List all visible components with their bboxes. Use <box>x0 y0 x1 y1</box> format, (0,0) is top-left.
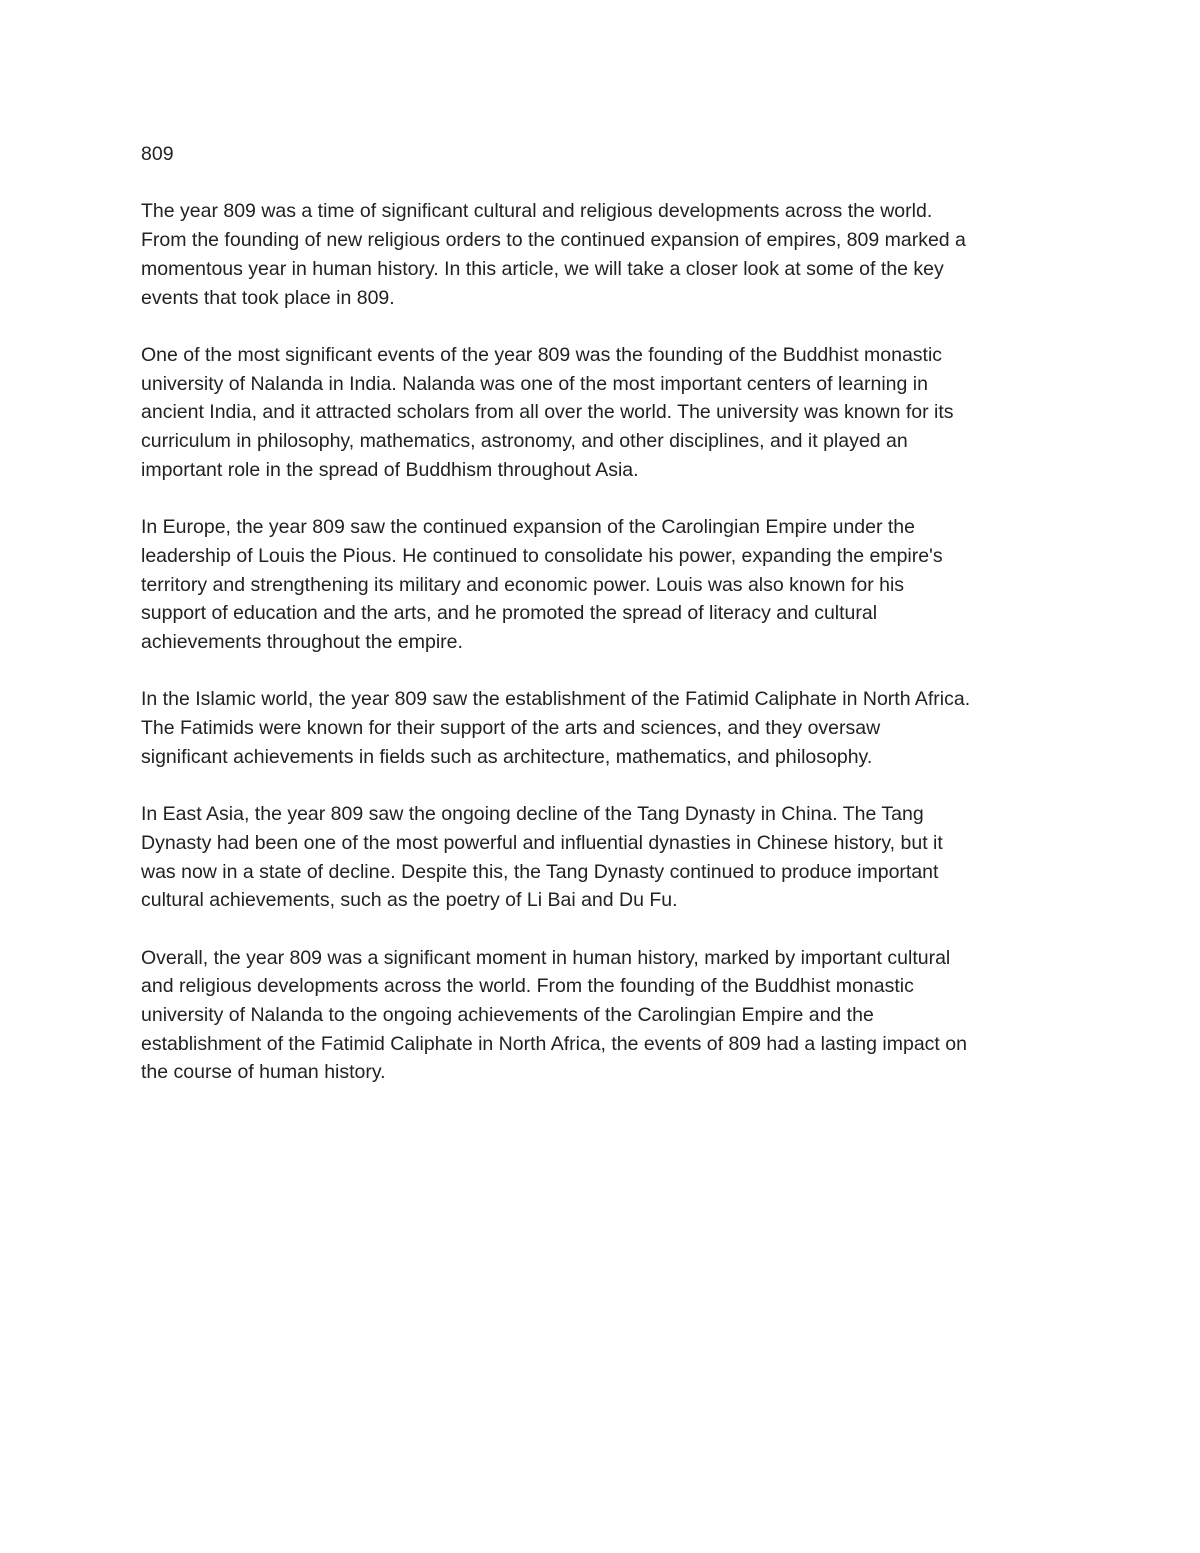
text-line: events that took place in 809. <box>141 286 395 309</box>
paragraph-east-asia <box>141 800 1076 915</box>
text-line: Overall, the year 809 was a significant moment in human history, marked by important cultural <box>141 946 951 969</box>
text-line: university of Nalanda in India. Nalanda was one of the most important centers of learning in <box>141 372 928 395</box>
text-line: The Fatimids were known for their support of the arts and sciences, and they oversaw <box>141 717 881 739</box>
text-line: leadership of Louis the Pious. He continued to consolidate his power, expanding the empire's <box>141 544 943 567</box>
paragraph-conclusion <box>141 944 1076 1088</box>
text-line: achievements throughout the empire. <box>141 630 463 653</box>
text-line: establishment of the Fatimid Caliphate in North Africa, the events of 809 had a lasting impact on <box>141 1032 967 1055</box>
text-line: the course of human history. <box>141 1061 386 1084</box>
paragraph-nalanda <box>141 341 1076 485</box>
paragraph-europe <box>141 513 1076 657</box>
paragraph-islamic-world <box>141 685 1076 771</box>
text-line: From the founding of new religious orders to the continued expansion of empires, 809 marked a <box>141 229 966 252</box>
text-line: curriculum in philosophy, mathematics, astronomy, and other disciplines, and it played an <box>141 430 908 452</box>
text-line: university of Nalanda to the ongoing achievements of the Carolingian Empire and the <box>141 1004 874 1026</box>
paragraph-intro <box>141 197 1076 312</box>
text-line: In the Islamic world, the year 809 saw the establishment of the Fatimid Caliphate in North Africa. <box>141 688 971 711</box>
text-line: The year 809 was a time of significant cultural and religious developments across the world. <box>141 200 933 223</box>
text-line: was now in a state of decline. Despite this, the Tang Dynasty continued to produce important <box>141 860 939 883</box>
text-line: territory and strengthening its military and economic power. Louis was also known for his <box>141 573 905 596</box>
document-title: 809 <box>141 143 174 165</box>
text-line: support of education and the arts, and he promoted the spread of literacy and cultural <box>141 602 878 625</box>
text-line: and religious developments across the world. From the founding of the Buddhist monastic <box>141 975 914 998</box>
text-line: significant achievements in fields such as architecture, mathematics, and philosophy. <box>141 745 873 768</box>
text-line: One of the most significant events of the year 809 was the founding of the Buddhist monastic <box>141 343 943 366</box>
text-line: important role in the spread of Buddhism throughout Asia. <box>141 458 639 481</box>
document-body <box>141 140 1076 1116</box>
text-line: Dynasty had been one of the most powerful and influential dynasties in Chinese history, but it <box>141 831 943 854</box>
text-line: ancient India, and it attracted scholars from all over the world. The university was known for its <box>141 401 954 424</box>
text-line: cultural achievements, such as the poetry of Li Bai and Du Fu. <box>141 889 678 912</box>
text-line: In Europe, the year 809 saw the continued expansion of the Carolingian Empire under the <box>141 516 916 539</box>
text-line: momentous year in human history. In this article, we will take a closer look at some of the key <box>141 257 944 280</box>
text-line: In East Asia, the year 809 saw the ongoing decline of the Tang Dynasty in China. The Tang <box>141 803 924 826</box>
